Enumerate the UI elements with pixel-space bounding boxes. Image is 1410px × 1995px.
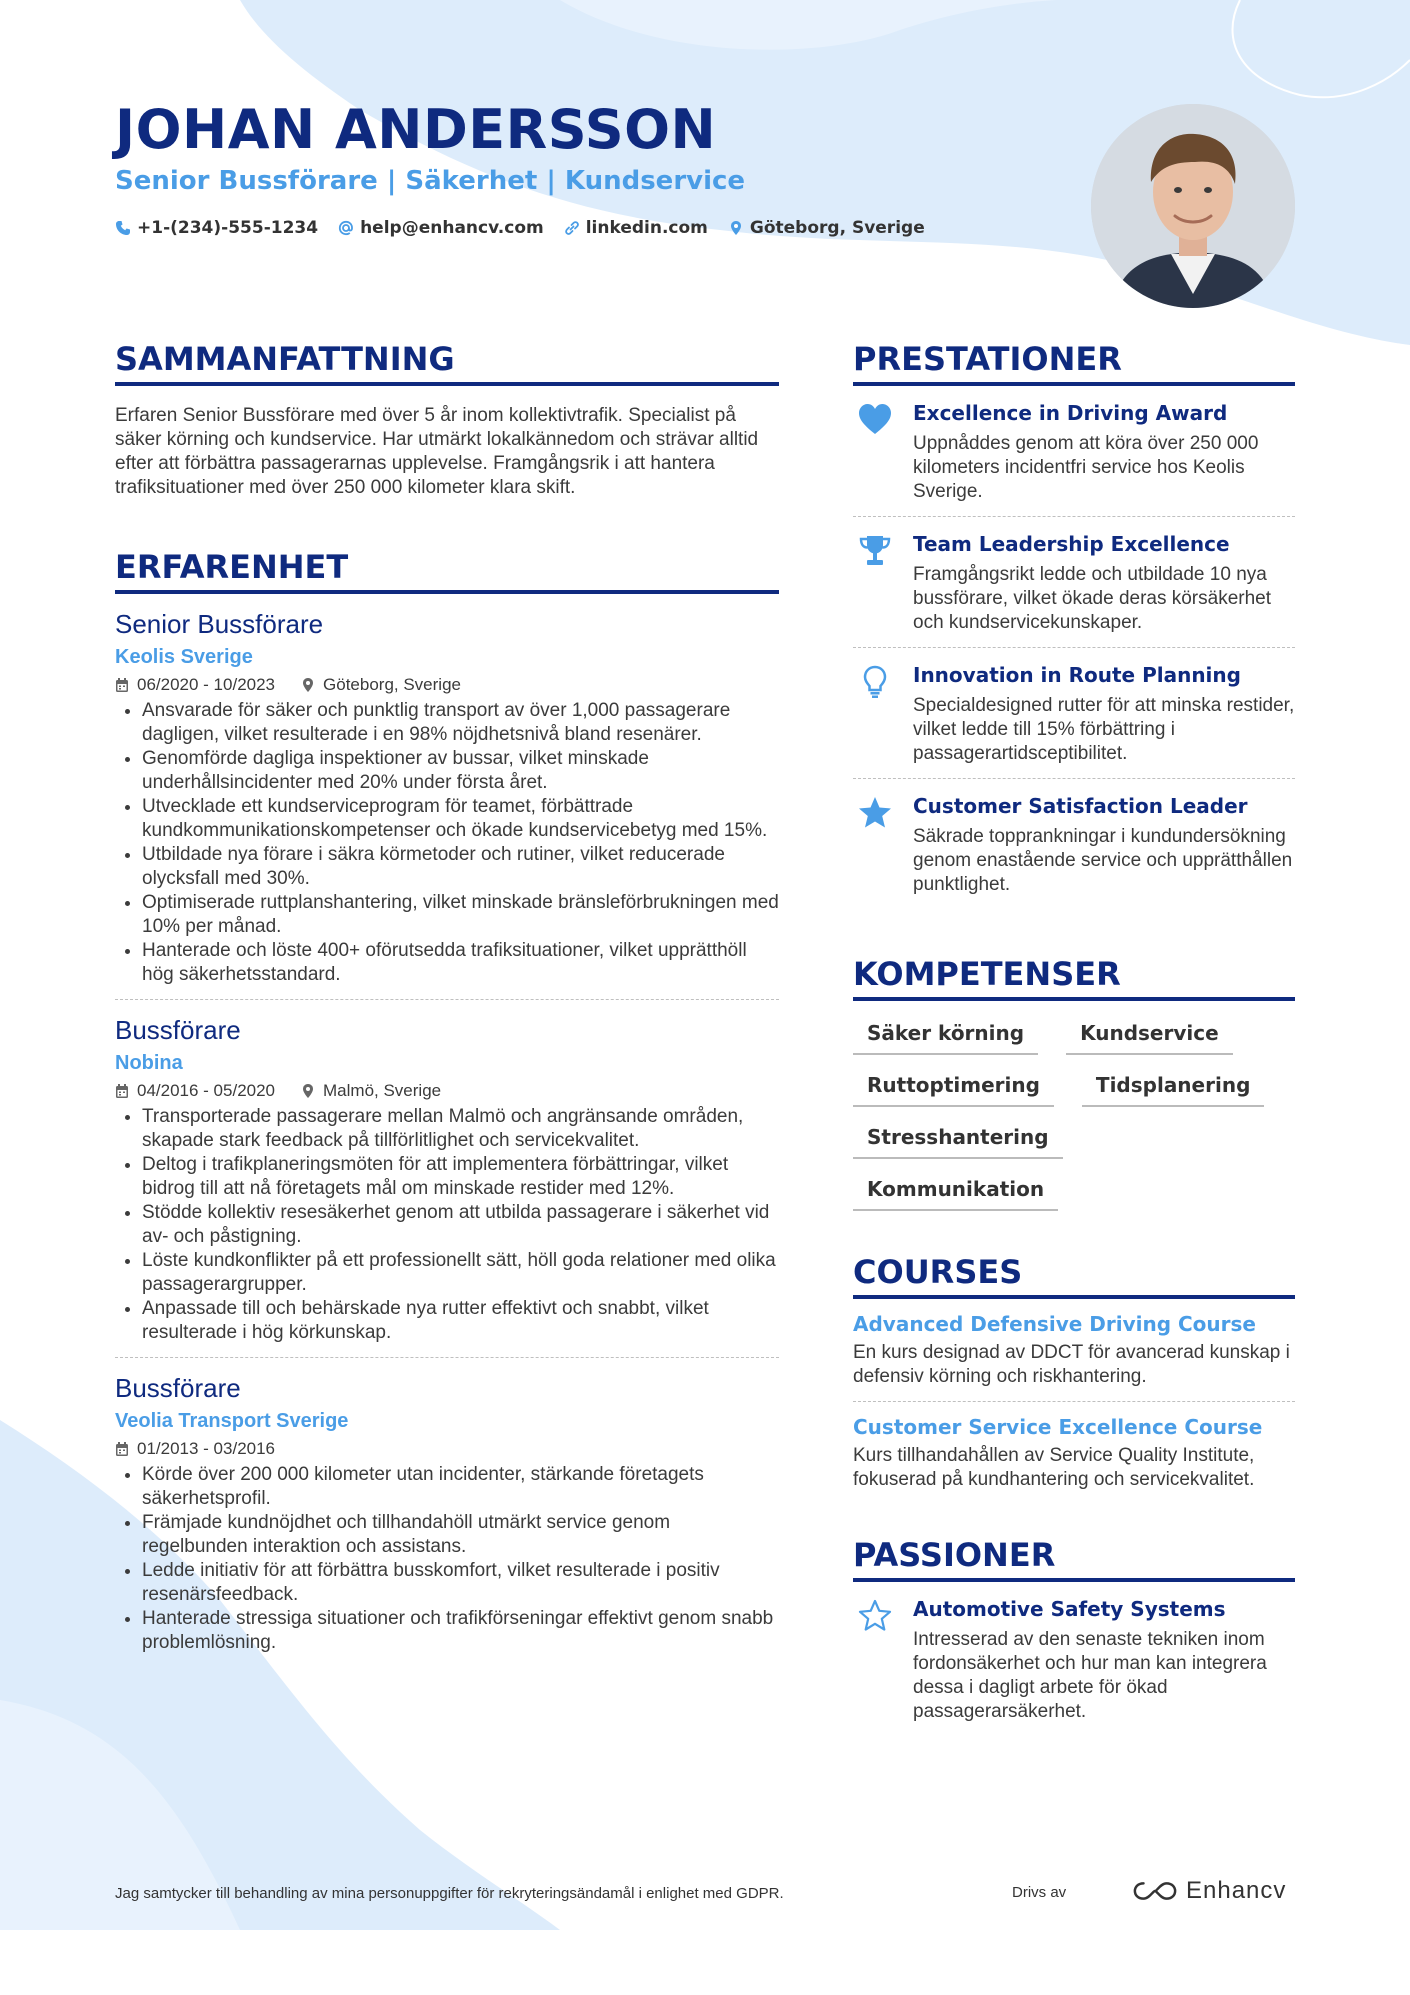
job-meta [115, 1081, 779, 1101]
calendar-icon [115, 1083, 129, 1099]
courses-heading: COURSES [853, 1253, 1295, 1299]
course-desc: Kurs tillhandahållen av Service Quality Institute, fokuserad på kundhantering och servicekvalitet. [853, 1445, 1255, 1490]
contact-location [728, 218, 925, 238]
job-bullets [115, 1463, 779, 1655]
course-title: Customer Service Excellence Course [853, 1415, 1263, 1439]
star-icon [857, 795, 893, 831]
bullet-item: • Optimiserade ruttplanshantering, vilket minskade bränsleförbrukningen med 10% per månad. [142, 891, 779, 939]
contact-phone[interactable] [115, 218, 318, 238]
candidate-name: JOHAN ANDERSSON [115, 98, 717, 161]
bullet-item: • Anpassade till och behärskade nya rutter effektivt och snabbt, vilket resulterade i hög körkunskap. [142, 1297, 779, 1345]
job-title: Bussförare [115, 1373, 241, 1403]
bullet-item: • Stödde kollektiv resesäkerhet genom att utbilda passagerare i säkerhet vid av- och påstigning. [142, 1201, 779, 1249]
bullet-item: • Deltog i trafikplaneringsmöten för att implementera förbättringar, vilket bidrog till att nå företagets mål om minskade restider med 12%. [142, 1153, 779, 1201]
course-title: Advanced Defensive Driving Course [853, 1312, 1256, 1336]
company-name: Veolia Transport Sverige [115, 1410, 349, 1432]
achievement-desc: Specialdesigned rutter för att minska restider, vilket ledde till 15% förbättring i passagerartidsceptibilitet. [913, 695, 1295, 764]
heart-icon [857, 402, 893, 438]
right-column [853, 340, 1295, 1736]
job-location [301, 675, 461, 695]
course-item [853, 1402, 1295, 1492]
linkedin-text: linkedin.com [585, 218, 708, 238]
achievement-desc: Framgångsrikt ledde och utbildade 10 nya bussförare, vilket ökade deras körsäkerhet och kundservicekunskaper. [913, 564, 1272, 633]
at-sign-icon [338, 220, 354, 236]
infinity-logo-icon [1132, 1879, 1178, 1903]
achievement-item [853, 517, 1295, 647]
link-icon [564, 220, 580, 236]
brand-name: Enhancv [1186, 1877, 1287, 1904]
email-text: help@enhancv.com [360, 218, 544, 238]
job-title: Bussförare [115, 1015, 241, 1045]
company-name: Nobina [115, 1052, 183, 1074]
bullet-item: • Ledde initiativ för att förbättra busskomfort, vilket resulterade i positiv resenärsfeedback. [142, 1559, 779, 1607]
profile-photo [1091, 104, 1295, 308]
divider [115, 1357, 779, 1358]
course-item [853, 1299, 1295, 1401]
bullet-item: • Hanterade stressiga situationer och trafikförseningar effektivt genom snabb problemlösning. [142, 1607, 779, 1655]
course-desc: En kurs designad av DDCT för avancerad kunskap i defensiv körning och riskhantering. [853, 1342, 1290, 1387]
calendar-icon [115, 1441, 129, 1457]
passion-item [853, 1582, 1295, 1736]
job-dates-text: 06/2020 - 10/2023 [137, 675, 276, 694]
skill-tag: Kommunikation [853, 1177, 1058, 1211]
skill-tag: Tidsplanering [1082, 1073, 1264, 1107]
job-location-text: Malmö, Sverige [323, 1081, 442, 1100]
job-location-text: Göteborg, Sverige [323, 675, 461, 694]
calendar-icon [115, 677, 129, 693]
achievement-item [853, 779, 1295, 909]
experience-heading: ERFARENHET [115, 548, 779, 594]
skills-list [853, 1021, 1295, 1211]
skill-tag: Ruttoptimering [853, 1073, 1054, 1107]
contact-linkedin[interactable] [564, 218, 708, 238]
contact-email[interactable] [338, 218, 544, 238]
achievement-title: Team Leadership Excellence [913, 532, 1230, 556]
enhancv-logo[interactable] [1132, 1877, 1286, 1905]
skill-tag: Kundservice [1066, 1021, 1233, 1055]
bullet-item: • Transporterade passagerare mellan Malmö och angränsande områden, skapade stark feedback på tillförlitlighet och servicekvalitet. [142, 1105, 779, 1153]
bullet-item: • Körde över 200 000 kilometer utan incidenter, stärkande företagets säkerhetsprofil. [142, 1463, 779, 1511]
bullet-item: • Ansvarade för säker och punktlig transport av över 1,000 passagerare dagligen, vilket resulterade i en 98% nöjdhetsnivå bland resenärer. [142, 699, 779, 747]
job-bullets [115, 699, 779, 987]
job-dates [115, 1081, 275, 1101]
job-dates [115, 1439, 275, 1459]
achievement-desc: Uppnåddes genom att köra över 250 000 kilometers incidentfri service hos Keolis Sverige. [913, 433, 1259, 502]
contact-bar [115, 218, 925, 238]
job-bullets [115, 1105, 779, 1345]
left-column [115, 340, 779, 1655]
lightbulb-icon [857, 664, 893, 700]
achievement-desc: Säkrade topprankningar i kundundersökning genom enastående service och upprätthållen punktlighet. [913, 826, 1293, 895]
bullet-item: • Utvecklade ett kundserviceprogram för teamet, förbättrade kundkommunikationskompetenser och ökade kundservicebetyg med 15%. [142, 795, 779, 843]
passion-title: Automotive Safety Systems [913, 1597, 1226, 1621]
skill-tag: Säker körning [853, 1021, 1038, 1055]
achievements-heading: PRESTATIONER [853, 340, 1295, 386]
bullet-item: • Hanterade och löste 400+ oförutsedda trafiksituationer, vilket upprätthöll hög säkerhetsstandard. [142, 939, 779, 987]
passion-desc: Intresserad av den senaste tekniken inom fordonsäkerhet och hur man kan integrera dessa i dagligt arbete för ökad passagerarsäkerhet. [913, 1629, 1267, 1722]
location-pin-icon [301, 1083, 315, 1099]
skill-tag: Stresshantering [853, 1125, 1063, 1159]
achievement-title: Customer Satisfaction Leader [913, 794, 1248, 818]
experience-item [115, 1372, 779, 1655]
achievement-item [853, 648, 1295, 778]
location-pin-icon [728, 220, 744, 236]
bullet-item: • Främjade kundnöjdhet och tillhandahöll utmärkt service genom regelbunden interaktion och assistans. [142, 1511, 779, 1559]
achievement-title: Innovation in Route Planning [913, 663, 1241, 687]
candidate-headline: Senior Bussförare | Säkerhet | Kundservice [115, 166, 746, 196]
job-dates-text: 01/2013 - 03/2016 [137, 1439, 276, 1458]
achievement-item [853, 386, 1295, 516]
bullet-item: • Utbildade nya förare i säkra körmetoder och rutiner, vilket reducerade olycksfall med 30%. [142, 843, 779, 891]
location-pin-icon [301, 677, 315, 693]
achievement-title: Excellence in Driving Award [913, 401, 1228, 425]
bullet-item: • Löste kundkonflikter på ett professionellt sätt, höll goda relationer med olika passagerargrupper. [142, 1249, 779, 1297]
location-text: Göteborg, Sverige [749, 218, 925, 238]
summary-heading: SAMMANFATTNING [115, 340, 779, 386]
experience-item [115, 1014, 779, 1358]
job-title: Senior Bussförare [115, 609, 324, 639]
gdpr-consent: Jag samtycker till behandling av mina personuppgifter för rekryteringsändamål i enlighet med GDPR. [115, 1885, 784, 1902]
job-location [301, 1081, 441, 1101]
star-outline-icon [857, 1598, 893, 1634]
summary-text: Erfaren Senior Bussförare med över 5 år inom kollektivtrafik. Specialist på säker körning och kundservice. Har utmärkt lokalkännedom och strävar alltid efter att förbättra passagerarnas upplevelse. Framgångsrik i att hantera trafiksituationer med över 250 000 kilometer klara skift. [115, 405, 759, 498]
passions-heading: PASSIONER [853, 1536, 1295, 1582]
company-name: Keolis Sverige [115, 646, 253, 668]
divider [115, 999, 779, 1000]
phone-text: +1-(234)-555-1234 [137, 218, 319, 238]
job-meta [115, 675, 779, 695]
experience-item [115, 608, 779, 1000]
job-dates [115, 675, 275, 695]
bullet-item: • Genomförde dagliga inspektioner av bussar, vilket minskade underhållsincidenter med 20% under första året. [142, 747, 779, 795]
powered-by-label: Drivs av [1012, 1884, 1067, 1901]
phone-icon [115, 220, 131, 236]
job-meta [115, 1439, 779, 1459]
skills-heading: KOMPETENSER [853, 955, 1295, 1001]
trophy-icon [857, 533, 893, 569]
job-dates-text: 04/2016 - 05/2020 [137, 1081, 276, 1100]
